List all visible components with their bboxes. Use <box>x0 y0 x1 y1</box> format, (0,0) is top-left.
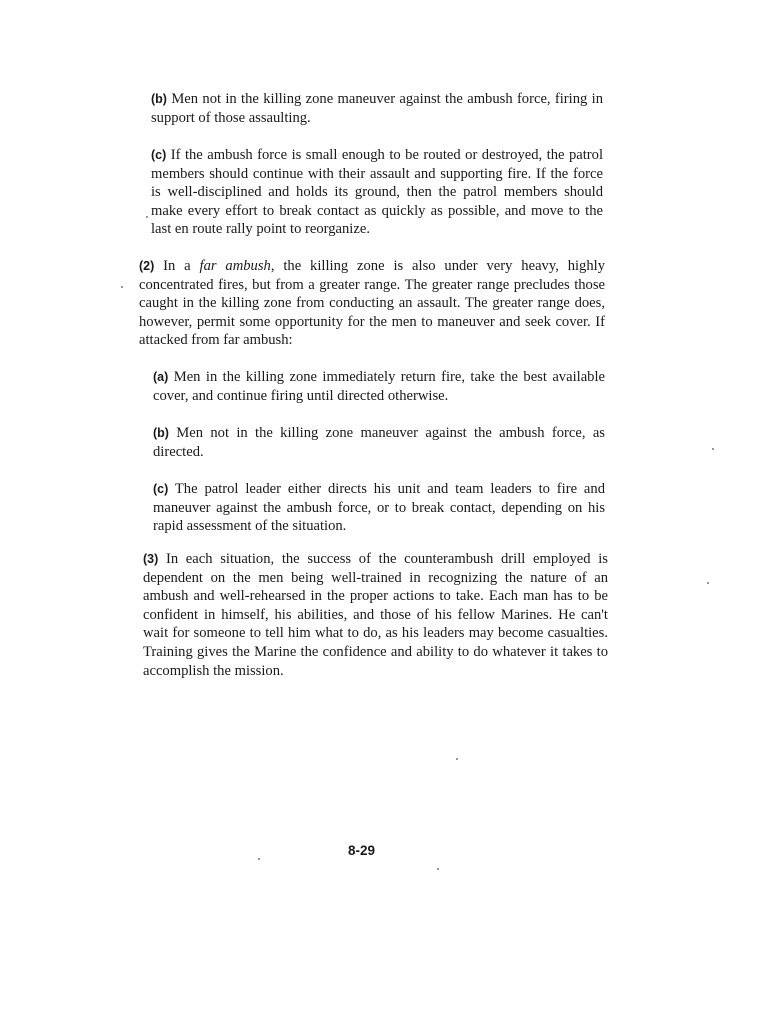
scan-speck <box>258 858 260 860</box>
paragraph-2-far-ambush <box>139 257 605 350</box>
scan-speck <box>146 216 148 218</box>
paragraph-text: Men in the killing zone immediately return fire, take the best available cover, and continue firing until directed otherwise. <box>153 369 605 404</box>
scan-speck <box>712 448 714 450</box>
paragraph-text: If the ambush force is small enough to be routed or destroyed, the patrol members should continue with their assault and supporting fire. If the force is well-disciplined and holds its ground, then the patrol members should make every effort to break contact as quickly as possible, and move to the last en route rally point to reorganize. <box>151 147 603 238</box>
paragraph-text: In each situation, the success of the counterambush drill employed is dependent on the men being well-trained in recognizing the nature of an ambush and well-rehearsed in the proper actions to take. Each man has to be confident in himself, his abilities, and those of his fellow Marines. He can't wait for someone to tell him what to do, as his leaders may become casualties. Training gives the Marine the confidence and ability to do whatever it takes to accomplish the mission. <box>143 551 608 679</box>
paragraph-text: Men not in the killing zone maneuver against the ambush force, as directed. <box>153 425 605 460</box>
scan-speck <box>437 868 439 870</box>
item-label: (a) <box>153 370 169 384</box>
item-label: (c) <box>153 482 169 496</box>
item-label: (2) <box>139 259 155 273</box>
emphasis-far-ambush: far ambush <box>199 258 271 274</box>
paragraph-a-return-fire <box>153 368 605 405</box>
paragraph-text: The patrol leader either directs his unit and team leaders to fire and maneuver against the ambush force, or to break contact, depending on his rapid assessment of the situation. <box>153 481 605 535</box>
paragraph-b-killing-zone-maneuver <box>151 90 603 127</box>
paragraph-3-counterambush-drill <box>143 550 608 680</box>
scan-speck <box>456 758 458 760</box>
item-label: (b) <box>153 426 169 440</box>
item-label: (b) <box>151 92 167 106</box>
item-label: (c) <box>151 148 167 162</box>
paragraph-c-small-ambush-force <box>151 146 603 239</box>
paragraph-c-patrol-leader-directs <box>153 480 605 536</box>
scan-speck <box>707 582 709 584</box>
paragraph-text: Men not in the killing zone maneuver against the ambush force, firing in support of those assaulting. <box>151 91 604 126</box>
paragraph-b-maneuver-as-directed <box>153 424 605 461</box>
scan-speck <box>121 286 123 288</box>
page-number: 8-29 <box>348 843 376 858</box>
paragraph-text-after: , the killing zone is also under very heavy, highly concentrated fires, but from a greater range. The greater range precludes those caught in the killing zone from conducting an assault. The greater range does, however, permit some opportunity for the men to maneuver and seek cover. If attacked from far ambush: <box>139 258 606 349</box>
paragraph-text-before: In a <box>163 258 200 274</box>
item-label: (3) <box>143 552 159 566</box>
